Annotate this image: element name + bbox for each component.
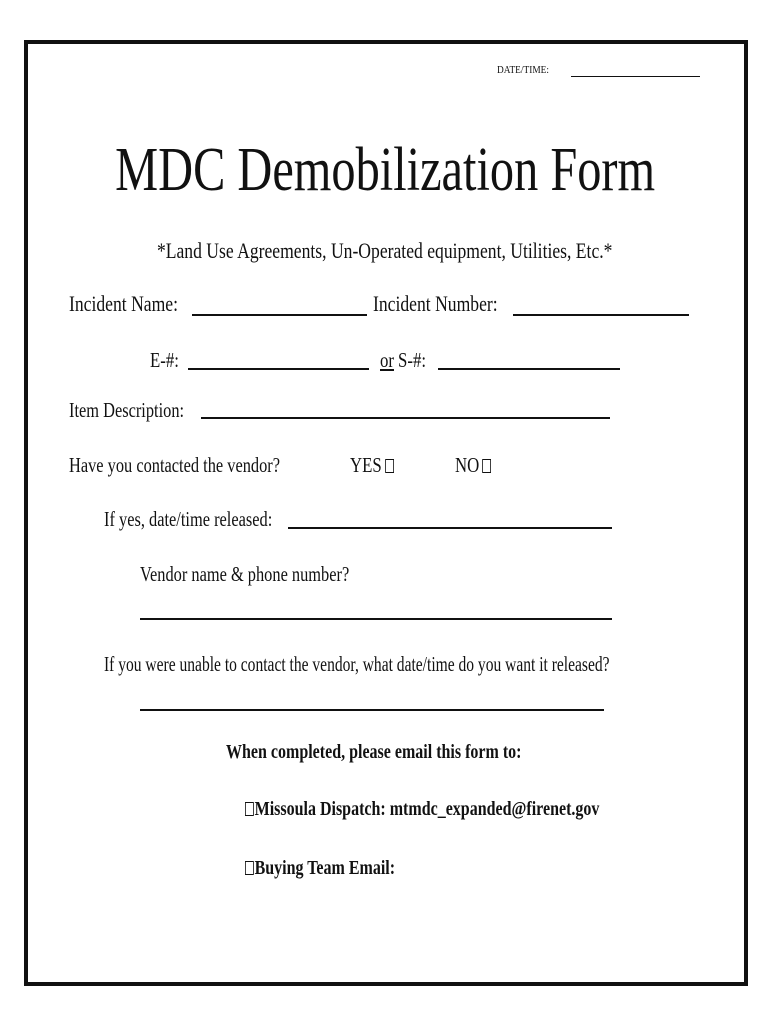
buying-team-label: Buying Team Email:: [254, 857, 396, 879]
missoula-dispatch-option[interactable]: [245, 795, 688, 823]
e-number-label: E-#:: [150, 348, 179, 372]
or-label: or: [380, 348, 394, 372]
incident-number-field[interactable]: [513, 314, 689, 316]
unable-contact-question: If you were unable to contact the vendor, what date/time do you want it released?: [104, 652, 610, 676]
s-number-label: S-#:: [398, 348, 427, 372]
no-checkbox[interactable]: [482, 459, 491, 473]
s-number-field[interactable]: [438, 368, 620, 370]
item-description-field[interactable]: [201, 417, 610, 419]
vendor-name-phone-label: Vendor name & phone number?: [140, 562, 350, 586]
page-title: MDC Demobilization Form: [114, 136, 655, 204]
missoula-checkbox[interactable]: [245, 802, 254, 816]
yes-checkbox[interactable]: [385, 459, 394, 473]
e-number-field[interactable]: [188, 368, 369, 370]
incident-name-label: Incident Name:: [69, 291, 178, 316]
vendor-contacted-question: Have you contacted the vendor?: [69, 453, 281, 477]
release-date-time-field[interactable]: [140, 709, 604, 711]
buying-team-checkbox[interactable]: [245, 861, 254, 875]
vendor-name-phone-field[interactable]: [140, 618, 612, 620]
date-time-label: DATE/TIME:: [497, 64, 549, 76]
no-option[interactable]: [455, 451, 500, 479]
email-instructions: When completed, please email this form to:: [226, 741, 522, 763]
date-time-field[interactable]: [571, 76, 700, 77]
incident-name-field[interactable]: [192, 314, 367, 316]
buying-team-option[interactable]: [245, 854, 433, 882]
no-label: NO: [455, 453, 480, 477]
yes-option[interactable]: [350, 451, 405, 479]
date-time-released-field[interactable]: [288, 527, 612, 529]
incident-number-label: Incident Number:: [373, 291, 498, 316]
missoula-dispatch-label: Missoula Dispatch: mtmdc_expanded@firenet.gov: [254, 798, 600, 820]
form-subtitle: *Land Use Agreements, Un-Operated equipment, Utilities, Etc.*: [157, 238, 613, 263]
yes-label: YES: [350, 453, 382, 477]
date-time-released-label: If yes, date/time released:: [104, 507, 273, 531]
item-description-label: Item Description:: [69, 398, 185, 422]
